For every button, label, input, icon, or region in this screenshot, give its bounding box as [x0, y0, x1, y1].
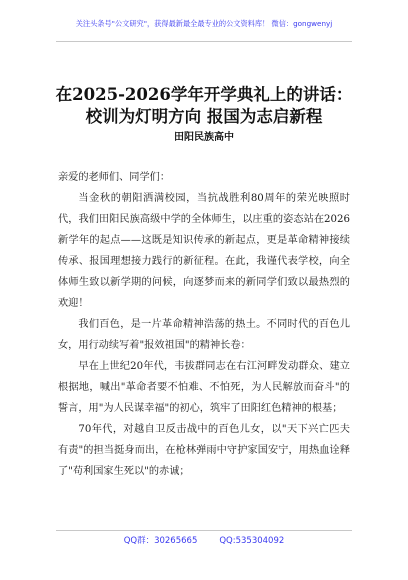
footer-qq-number: QQ:535304092 [219, 536, 285, 546]
paragraph-3: 早在上世纪20年代，韦拔群同志在右江河畔发动群众、建立根据地，喊出"革命者要不怕难、不怕死，为人民解放而奋斗"的誓言，用"为人民谋幸福"的初心，筑牢了田阳红色精神的根基； [58, 361, 350, 414]
header-divider [56, 41, 352, 42]
document-title-line-1: 在2025-2026学年开学典礼上的讲话： [55, 85, 353, 104]
footer-divider [56, 530, 352, 531]
paragraph-4: 70年代，对越自卫反击战中的百色儿女，以"天下兴亡匹夫有责"的担当挺身而出，在枪林弹雨中守护家国安宁，用热血诠释了"苟利国家生死以"的赤诚； [58, 424, 350, 477]
paragraph-1: 当金秋的朝阳洒满校园，当抗战胜利80周年的荣光映照时代，我们田阳民族高级中学的全体师生，以庄重的姿态站在2026新学年的起点——这既是知识传承的新起点，更是革命精神接续传承、报国理想接力践行的新征程。在此，我谨代表学校，向全体师生致以新学期的问候，向逐梦而来的新同学们致以最热烈的欢迎！ [58, 193, 350, 309]
salutation: 亲爱的老师们、同学们： [58, 172, 171, 183]
document-title-line-2: 校训为灯明方向 报国为志启新程 [85, 107, 323, 126]
top-banner: 关注头条号"公文研究"，获得最新最全最专业的公文资料库！ 微信：gongwenyj [75, 19, 333, 28]
document-author: 田阳民族高中 [174, 132, 234, 143]
footer [0, 535, 408, 547]
paragraph-2: 我们百色，是一片革命精神浩荡的热土。不同时代的百色儿女，用行动续写着"报效祖国"的精神长卷： [58, 319, 350, 351]
document-body [58, 167, 350, 482]
footer-qq-group: QQ群：30265665 [123, 536, 198, 546]
